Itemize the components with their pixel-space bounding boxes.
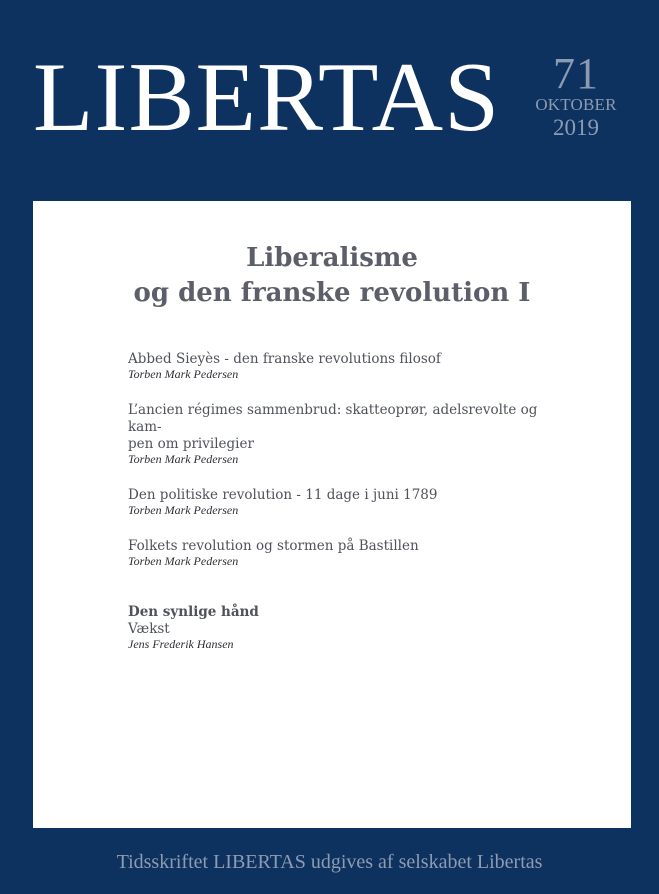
article-author: Torben Mark Pedersen — [128, 503, 239, 517]
section-article-title: Vækst — [128, 621, 170, 637]
article-title: Abbed Sieyès - den franske revolutions filosof — [128, 351, 441, 367]
article-author: Torben Mark Pedersen — [128, 452, 239, 466]
issue-headline — [33, 241, 631, 311]
masthead-title: LIBERTAS — [33, 43, 501, 152]
section-heading: Den synlige hånd — [128, 604, 259, 620]
issue-number: 71 — [553, 49, 599, 98]
article-entry — [128, 538, 548, 568]
article-title-line-2: pen om privilegier — [128, 436, 254, 452]
headline-line-2: og den franske revolution I — [133, 278, 531, 308]
issue-info — [524, 49, 628, 140]
contents-panel — [33, 201, 631, 828]
article-entry — [128, 487, 548, 517]
article-author: Torben Mark Pedersen — [128, 367, 239, 381]
section-article-author: Jens Frederik Hansen — [128, 637, 234, 651]
article-title: Folkets revolution og stormen på Bastillen — [128, 538, 419, 554]
issue-month: OKTOBER — [535, 95, 617, 114]
article-author: Torben Mark Pedersen — [128, 554, 239, 568]
article-entry — [128, 402, 548, 466]
article-title: Den politiske revolution - 11 dage i juni 1789 — [128, 487, 438, 503]
article-title-line-1: L’ancien régimes sammenbrud: skatteoprør, adelsrevolte og kam- — [128, 402, 538, 435]
headline-line-1: Liberalisme — [246, 243, 418, 273]
publisher-footer: Tidsskriftet LIBERTAS udgives af selskabet Libertas — [116, 851, 543, 873]
issue-year: 2019 — [553, 115, 599, 140]
table-of-contents — [128, 351, 548, 651]
article-entry — [128, 351, 548, 381]
section-block — [128, 604, 548, 651]
